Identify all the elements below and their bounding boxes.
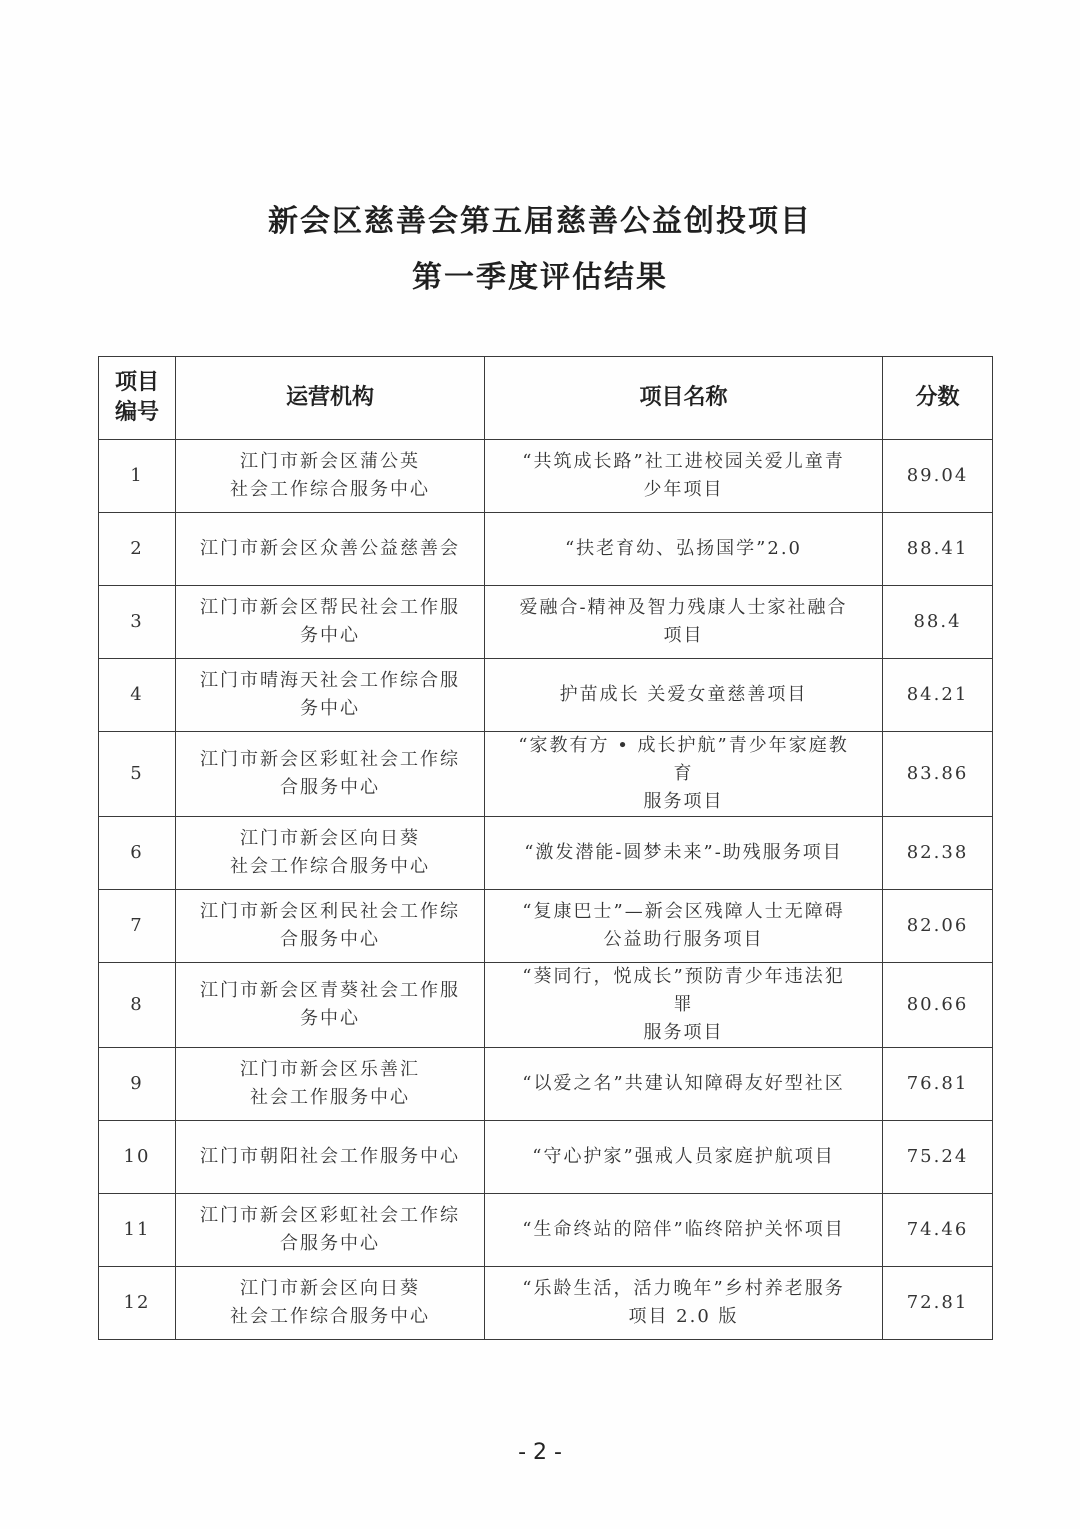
header-project-name: 项目名称 (485, 357, 883, 440)
header-score: 分数 (883, 357, 993, 440)
cell-score-text: 74.46 (906, 1219, 969, 1240)
cell-project-name-text: “复康巴士”—新会区残障人士无障碍 公益助行服务项目 (522, 901, 845, 950)
cell-project-name-text: “守心护家”强戒人员家庭护航项目 (532, 1146, 835, 1167)
cell-organization-text: 江门市新会区乐善汇 社会工作服务中心 (240, 1059, 420, 1108)
table-row (99, 1121, 993, 1194)
table-row (99, 817, 993, 890)
document-title: 新会区慈善会第五届慈善公益创投项目 (268, 204, 812, 239)
cell-score (883, 659, 993, 732)
cell-score (883, 817, 993, 890)
cell-organization-text: 江门市新会区帮民社会工作服 务中心 (200, 597, 460, 646)
cell-organization (176, 440, 485, 513)
cell-organization-text: 江门市新会区向日葵 社会工作综合服务中心 (230, 828, 430, 877)
cell-organization (176, 963, 485, 1048)
table-row (99, 963, 993, 1048)
cell-score (883, 1121, 993, 1194)
cell-organization-text: 江门市新会区利民社会工作综 合服务中心 (200, 901, 460, 950)
cell-organization (176, 586, 485, 659)
cell-organization-text: 江门市新会区蒲公英 社会工作综合服务中心 (230, 451, 430, 500)
cell-score-text: 82.38 (906, 842, 969, 863)
header-organization: 运营机构 (176, 357, 485, 440)
table-row (99, 1048, 993, 1121)
cell-project-name-text: “共筑成长路”社工进校园关爱儿童青 少年项目 (522, 451, 845, 500)
table-row (99, 1194, 993, 1267)
cell-project-name (485, 963, 883, 1048)
cell-project-name-text: “乐龄生活，活力晚年”乡村养老服务 项目 2.0 版 (522, 1278, 845, 1327)
cell-score (883, 890, 993, 963)
cell-organization (176, 1121, 485, 1194)
cell-project-id-text: 8 (130, 994, 144, 1015)
cell-organization-text: 江门市朝阳社会工作服务中心 (200, 1146, 460, 1167)
cell-project-name (485, 513, 883, 586)
cell-project-name (485, 732, 883, 817)
cell-project-name (485, 1267, 883, 1340)
cell-score-text: 80.66 (906, 994, 969, 1015)
cell-score-text: 72.81 (906, 1292, 969, 1313)
cell-score-text: 84.21 (906, 684, 969, 705)
cell-project-id (99, 732, 176, 817)
cell-score-text: 75.24 (906, 1146, 969, 1167)
cell-score (883, 1194, 993, 1267)
cell-project-name (485, 1048, 883, 1121)
cell-organization (176, 817, 485, 890)
table-row (99, 659, 993, 732)
cell-project-id-text: 4 (130, 684, 144, 705)
cell-score (883, 1048, 993, 1121)
cell-project-id (99, 586, 176, 659)
cell-project-id-text: 1 (130, 465, 144, 486)
cell-score (883, 513, 993, 586)
cell-project-name (485, 659, 883, 732)
cell-score-text: 89.04 (906, 465, 969, 486)
cell-score-text: 82.06 (906, 915, 969, 936)
cell-project-id-text: 7 (130, 915, 144, 936)
cell-organization-text: 江门市新会区众善公益慈善会 (200, 538, 460, 559)
cell-project-id-text: 3 (130, 611, 144, 632)
cell-project-id (99, 659, 176, 732)
cell-organization-text: 江门市晴海天社会工作综合服 务中心 (200, 670, 460, 719)
cell-project-id-text: 2 (130, 538, 144, 559)
cell-project-name-text: “以爱之名”共建认知障碍友好型社区 (522, 1073, 845, 1094)
page-number: - 2 - (518, 1440, 562, 1465)
table-row (99, 1267, 993, 1340)
cell-project-id (99, 1194, 176, 1267)
cell-project-name (485, 440, 883, 513)
header-project-id: 项目 编号 (99, 357, 176, 440)
document-subtitle: 第一季度评估结果 (412, 260, 668, 295)
cell-project-id (99, 1267, 176, 1340)
cell-project-name-text: 护苗成长 关爱女童慈善项目 (559, 684, 808, 705)
cell-score-text: 76.81 (906, 1073, 969, 1094)
cell-organization-text: 江门市新会区彩虹社会工作综 合服务中心 (200, 1205, 460, 1254)
cell-project-id (99, 963, 176, 1048)
cell-project-id-text: 6 (130, 842, 144, 863)
cell-project-name (485, 1194, 883, 1267)
cell-project-name (485, 890, 883, 963)
cell-project-name (485, 817, 883, 890)
table-row (99, 586, 993, 659)
cell-score-text: 88.41 (906, 538, 969, 559)
cell-organization (176, 513, 485, 586)
cell-project-id-text: 12 (123, 1292, 151, 1313)
cell-score (883, 586, 993, 659)
table-row (99, 513, 993, 586)
cell-organization (176, 659, 485, 732)
results-table (98, 356, 993, 1340)
table-row (99, 732, 993, 817)
cell-project-id (99, 817, 176, 890)
table-row (99, 440, 993, 513)
cell-project-name-text: “家教有方 • 成长护航”青少年家庭教 育 服务项目 (518, 735, 849, 812)
cell-organization (176, 890, 485, 963)
cell-organization (176, 1194, 485, 1267)
cell-project-id (99, 1121, 176, 1194)
table-header-row (99, 357, 993, 440)
table-row (99, 890, 993, 963)
cell-organization (176, 1048, 485, 1121)
cell-score (883, 732, 993, 817)
cell-project-name (485, 1121, 883, 1194)
cell-project-id (99, 513, 176, 586)
cell-score-text: 83.86 (906, 763, 969, 784)
cell-project-id-text: 5 (130, 763, 144, 784)
cell-project-id (99, 440, 176, 513)
cell-score (883, 440, 993, 513)
cell-project-id (99, 1048, 176, 1121)
cell-organization (176, 1267, 485, 1340)
cell-project-name-text: “葵同行，悦成长”预防青少年违法犯 罪 服务项目 (522, 966, 845, 1043)
cell-project-name-text: “生命终站的陪伴”临终陪护关怀项目 (522, 1219, 845, 1240)
cell-project-name (485, 586, 883, 659)
cell-project-id-text: 11 (123, 1219, 151, 1240)
cell-project-id (99, 890, 176, 963)
cell-organization (176, 732, 485, 817)
cell-organization-text: 江门市新会区向日葵 社会工作综合服务中心 (230, 1278, 430, 1327)
cell-project-name-text: 爱融合-精神及智力残康人士家社融合 项目 (519, 597, 848, 646)
cell-project-id-text: 10 (123, 1146, 151, 1167)
cell-score (883, 1267, 993, 1340)
cell-score (883, 963, 993, 1048)
cell-project-id-text: 9 (130, 1073, 144, 1094)
cell-score-text: 88.4 (913, 611, 962, 632)
cell-project-name-text: “扶老育幼、弘扬国学”2.0 (564, 538, 803, 559)
cell-project-name-text: “激发潜能-圆梦未来”-助残服务项目 (524, 842, 843, 863)
cell-organization-text: 江门市新会区彩虹社会工作综 合服务中心 (200, 749, 460, 798)
cell-organization-text: 江门市新会区青葵社会工作服 务中心 (200, 980, 460, 1029)
